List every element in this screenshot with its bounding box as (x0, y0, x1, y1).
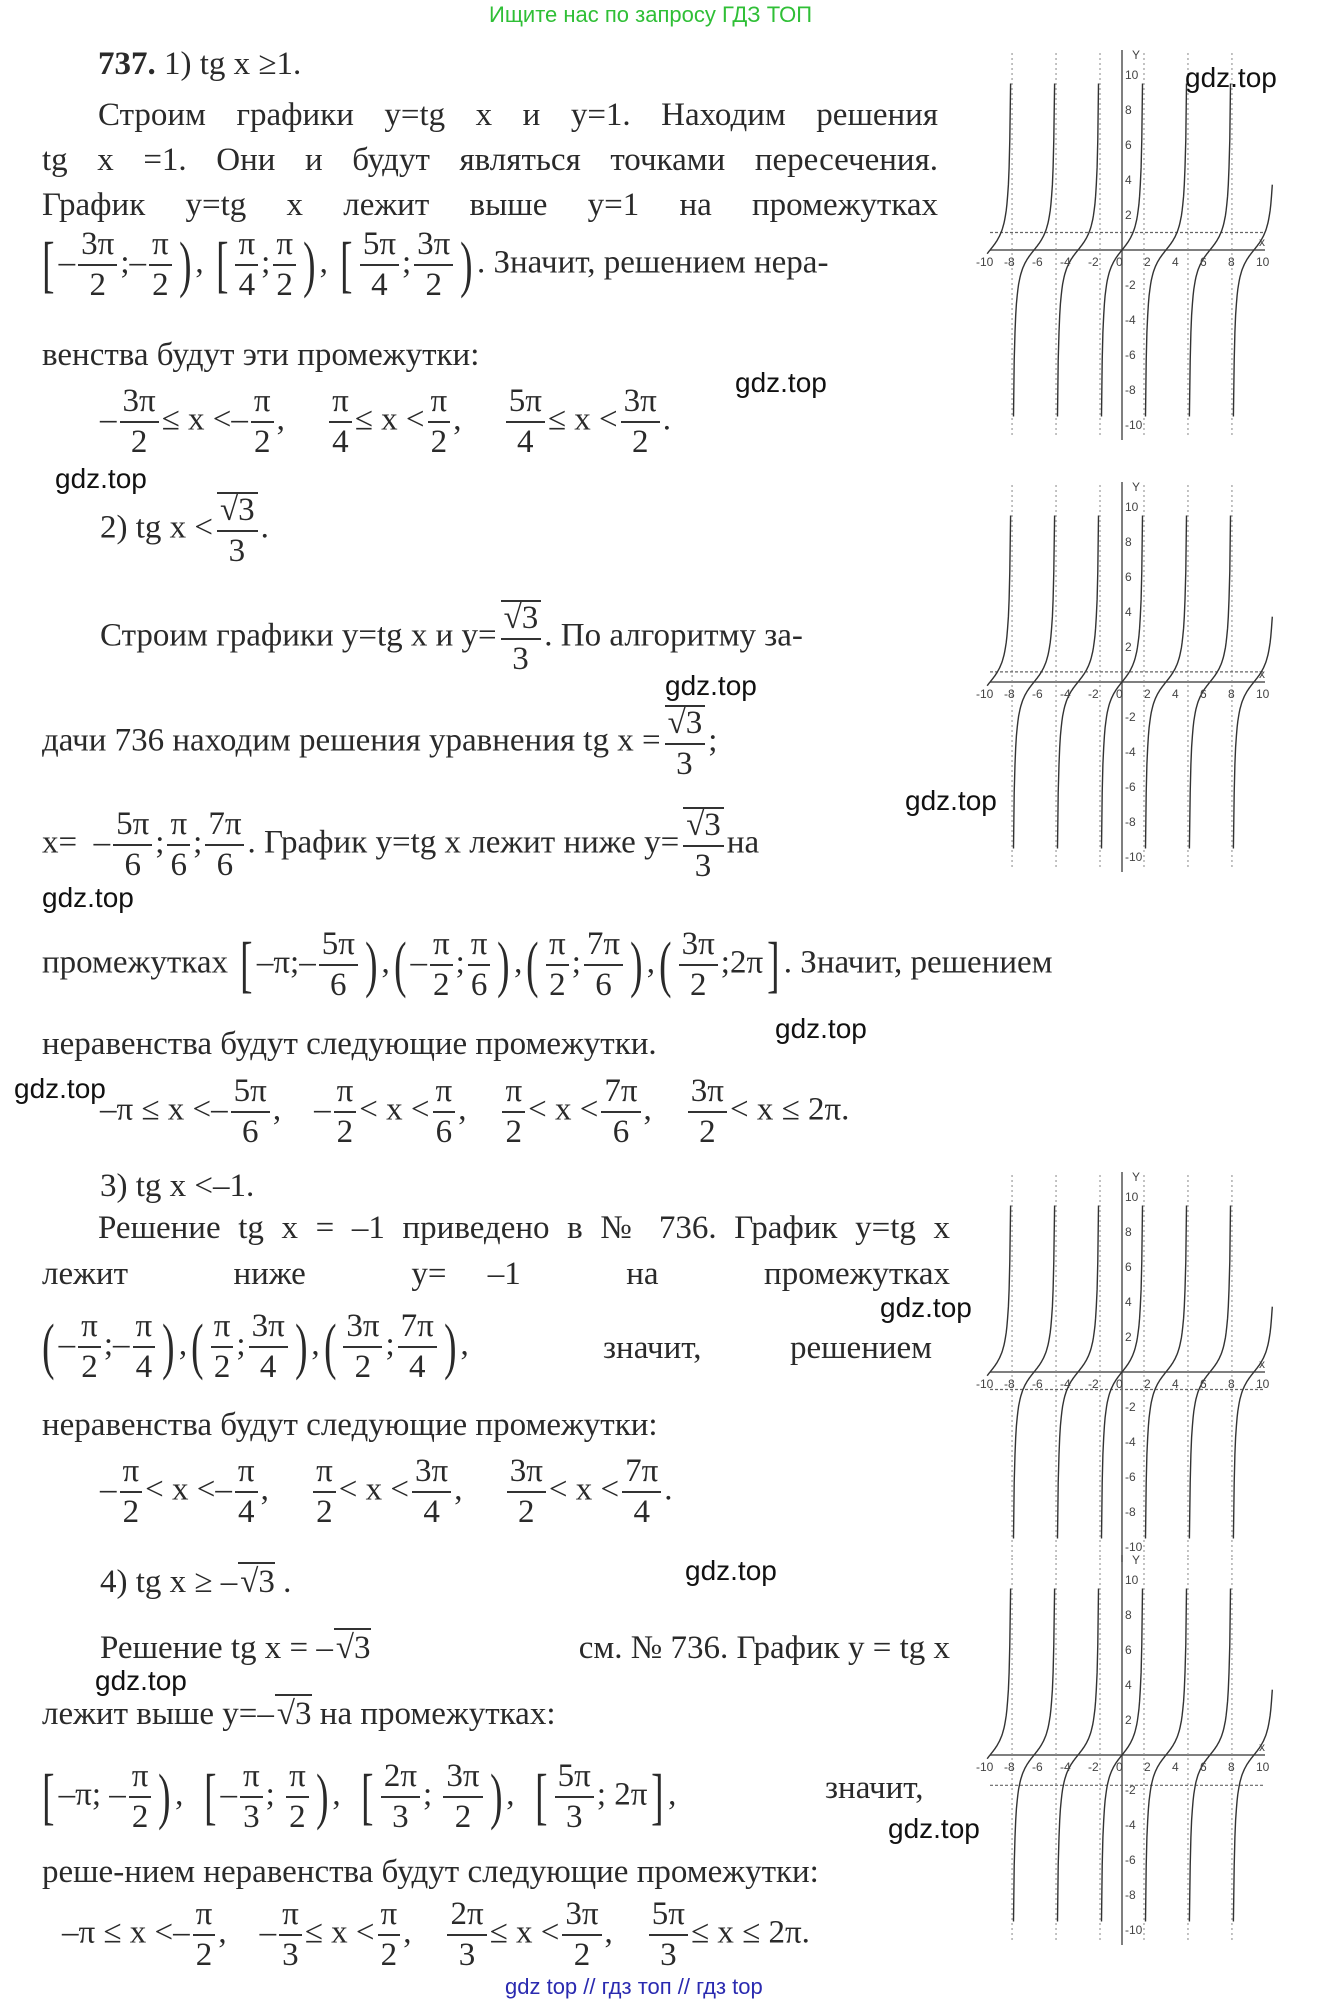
watermark: gdz.top (55, 463, 147, 494)
part2-intervals: промежутках [ –π;– $\frac{5\pi}{6}$ ) ,( – $\frac{\pi}{2}$ ; $\frac{\pi}{6}$ ) ,( $\frac{\pi}{2}$ ; $\frac{7\pi}{6}$ ) ,( $\frac{3\pi}{2}$ ;2π] . Значит, решением (42, 926, 1053, 1003)
y-axis-label: Y (1132, 480, 1141, 494)
footer-banner: gdz top // гдз топ // гдз top (505, 1974, 763, 1999)
x-axis-label: x (1259, 235, 1265, 249)
y-tick-label: -8 (1125, 815, 1136, 829)
x-tick-label: -8 (1004, 1760, 1015, 1774)
part1-intervals: [ – $\frac{3\pi}{2}$ ;– $\frac{\pi}{2}$ ) , [ $\frac{\pi}{4}$ ; $\frac{\pi}{2}$ ) , [ $\frac{5\pi}{4}$ ; $\frac{3\pi}{2}$ ) . Значит, решением нера- (42, 226, 829, 303)
x-tick-label: -10 (976, 1377, 994, 1391)
x-tick-label: 0 (1116, 687, 1123, 701)
part1-heading (98, 44, 301, 84)
graph-tg-ge-1 (976, 45, 1275, 445)
part2-answer: –π ≤ x <– $\frac{5\pi}{6}$ , – $\frac{\pi}{2}$ < x < $\frac{\pi}{6}$ , $\frac{\pi}{2}$ < x < $\frac{7\pi}{6}$ , $\frac{3\pi}{2}$ < x ≤ 2π. (100, 1073, 850, 1150)
tan-branch (987, 84, 1011, 254)
tan-branch (1233, 185, 1272, 417)
y-tick-label: 2 (1125, 1330, 1132, 1344)
y-tick-label: 8 (1125, 103, 1132, 117)
watermark: gdz.top (14, 1073, 106, 1104)
x-tick-label: 0 (1116, 255, 1123, 269)
y-axis-label: Y (1132, 48, 1141, 62)
watermark: gdz.top (95, 1665, 187, 1696)
y-tick-label: 4 (1125, 605, 1132, 619)
x-tick-label: 6 (1200, 1760, 1207, 1774)
x-axis-label: x (1259, 1740, 1265, 1754)
y-tick-label: 8 (1125, 1225, 1132, 1239)
part2-line1: Строим графики y=tg x и y= $\frac{√3}{3}$ . По алгоритму за- (100, 600, 803, 677)
x-tick-label: 10 (1256, 1377, 1270, 1391)
graph-tg-ge-minus-sqrt3 (976, 1550, 1275, 1950)
x-tick-label: -6 (1032, 687, 1043, 701)
tan-branch (1233, 1307, 1272, 1539)
x-tick-label: 6 (1200, 1377, 1207, 1391)
x-tick-label: 8 (1228, 1760, 1235, 1774)
x-tick-label: -4 (1060, 1760, 1071, 1774)
x-tick-label: 2 (1144, 1760, 1151, 1774)
y-tick-label: -10 (1125, 850, 1143, 864)
part1-line2: tg x =1. Они и будут являться точками пересечения. (42, 142, 938, 178)
x-tick-label: 4 (1172, 1760, 1179, 1774)
part2-line2: дачи 736 находим решения уравнения tg x = $\frac{√3}{3}$ ; (42, 705, 718, 782)
y-tick-label: -6 (1125, 1470, 1136, 1484)
part2-heading: 2) tg x < $\frac{√3}{3}$ . (100, 492, 269, 569)
y-tick-label: 6 (1125, 1643, 1132, 1657)
y-tick-label: -8 (1125, 1888, 1136, 1902)
part1-label: 1) tg x ≥1. (164, 46, 302, 82)
tan-branch (1233, 1690, 1272, 1922)
y-tick-label: 6 (1125, 570, 1132, 584)
y-tick-label: -6 (1125, 780, 1136, 794)
watermark: gdz.top (1185, 62, 1277, 93)
x-tick-label: 2 (1144, 687, 1151, 701)
x-tick-label: -4 (1060, 255, 1071, 269)
y-tick-label: -6 (1125, 348, 1136, 362)
y-tick-label: -8 (1125, 1505, 1136, 1519)
part3-line4: неравенства будут следующие промежутки: (42, 1407, 658, 1443)
x-tick-label: 6 (1200, 687, 1207, 701)
tan-branch (987, 1206, 1011, 1376)
header-banner: Ищите нас по запросу ГДЗ ТОП (489, 2, 813, 27)
x-tick-label: 4 (1172, 687, 1179, 701)
x-tick-label: 10 (1256, 687, 1270, 701)
part2-line3: x= – $\frac{5\pi}{6}$ ; $\frac{\pi}{6}$ ; $\frac{7\pi}{6}$ . График y=tg x лежит ниже y= $\frac{√3}{3}$ на (42, 806, 760, 884)
x-axis-label: x (1259, 1357, 1265, 1371)
x-tick-label: 0 (1116, 1377, 1123, 1391)
x-tick-label: 6 (1200, 255, 1207, 269)
y-tick-label: 10 (1125, 68, 1139, 82)
x-axis-label: x (1259, 667, 1265, 681)
y-tick-label: -8 (1125, 383, 1136, 397)
part3-intervals: ( – $\frac{\pi}{2}$ ;– $\frac{\pi}{4}$ ) ,( $\frac{\pi}{2}$ ; $\frac{3\pi}{4}$ ) ,( $\frac{3\pi}{2}$ ; $\frac{7\pi}{4}$ ) , значит, решением (42, 1308, 933, 1385)
x-tick-label: -6 (1032, 1377, 1043, 1391)
graph-tg-lt-minus1 (976, 1167, 1275, 1567)
y-axis-label: Y (1132, 1553, 1141, 1567)
x-tick-label: 10 (1256, 255, 1270, 269)
watermark: gdz.top (665, 670, 757, 701)
watermark: gdz.top (735, 367, 827, 398)
x-tick-label: -10 (976, 1760, 994, 1774)
watermark: gdz.top (685, 1555, 777, 1586)
graph-tg-lt-sqrt3-3 (976, 477, 1275, 877)
part4-heading: 4) tg x ≥ –√3 . (100, 1564, 292, 1600)
x-tick-label: 8 (1228, 1377, 1235, 1391)
problem-number: 737. (98, 46, 156, 82)
watermark: gdz.top (42, 882, 134, 913)
y-tick-label: -4 (1125, 745, 1136, 759)
y-tick-label: 2 (1125, 640, 1132, 654)
part4-line1: Решение tg x = –√3 см. № 736. График y = tg x (100, 1630, 950, 1666)
part2-line5: неравенства будут следующие промежутки. (42, 1026, 657, 1062)
part3-line1: Решение tg x = –1 приведено в № 736. График y=tg x (98, 1210, 950, 1246)
y-tick-label: -2 (1125, 278, 1136, 292)
tan-branch (987, 516, 1011, 686)
x-tick-label: -10 (976, 687, 994, 701)
y-tick-label: -10 (1125, 1540, 1143, 1554)
x-tick-label: -8 (1004, 1377, 1015, 1391)
part1-line4-tail: . Значит, решением нера- (476, 244, 829, 281)
part4-line3-tail: значит, (825, 1770, 924, 1806)
part4-line2: лежит выше y=–√3 на промежутках: (42, 1696, 556, 1732)
y-tick-label: -10 (1125, 418, 1143, 432)
x-tick-label: 2 (1144, 1377, 1151, 1391)
y-tick-label: 4 (1125, 1295, 1132, 1309)
part1-line5: венства будут эти промежутки: (42, 337, 480, 373)
y-tick-label: -6 (1125, 1853, 1136, 1867)
x-tick-label: 10 (1256, 1760, 1270, 1774)
part1-line1: Строим графики y=tg x и y=1. Находим решения (98, 97, 938, 133)
x-tick-label: 0 (1116, 1760, 1123, 1774)
part3-answer: – $\frac{\pi}{2}$ < x <– $\frac{\pi}{4}$ , $\frac{\pi}{2}$ < x < $\frac{3\pi}{4}$ , $\frac{3\pi}{2}$ < x < $\frac{7\pi}{4}$ . (100, 1453, 673, 1530)
watermark: gdz.top (905, 785, 997, 816)
x-tick-label: -6 (1032, 1760, 1043, 1774)
part1-answer: – $\frac{3\pi}{2}$ ≤ x <– $\frac{\pi}{2}$ , $\frac{\pi}{4}$ ≤ x < $\frac{\pi}{2}$ , $\frac{5\pi}{4}$ ≤ x < $\frac{3\pi}{2}$ . (100, 383, 672, 460)
part4-line4: реше-нием неравенства будут следующие промежутки: (42, 1854, 819, 1890)
x-tick-label: 2 (1144, 255, 1151, 269)
y-tick-label: 2 (1125, 208, 1132, 222)
x-tick-label: -4 (1060, 1377, 1071, 1391)
x-tick-label: -8 (1004, 687, 1015, 701)
y-tick-label: -4 (1125, 1818, 1136, 1832)
watermark: gdz.top (775, 1013, 867, 1044)
y-axis-label: Y (1132, 1170, 1141, 1184)
part1-line3: График y=tg x лежит выше y=1 на промежутках (42, 187, 938, 223)
y-tick-label: -10 (1125, 1923, 1143, 1937)
x-tick-label: -8 (1004, 255, 1015, 269)
y-tick-label: -2 (1125, 710, 1136, 724)
part4-answer: –π ≤ x <– $\frac{\pi}{2}$ , – $\frac{\pi}{3}$ ≤ x < $\frac{\pi}{2}$ , $\frac{2\pi}{3}$ ≤ x < $\frac{3\pi}{2}$ , $\frac{5\pi}{3}$ ≤ x ≤ 2π. (62, 1896, 810, 1973)
part4-intervals: [ –π; – $\frac{\pi}{2}$ ) , [ – $\frac{\pi}{3}$ ; $\frac{\pi}{2}$ ) , [ $\frac{2\pi}{3}$ ; $\frac{3\pi}{2}$ ) , [ $\frac{5\pi}{3}$ ; 2π] , (42, 1758, 677, 1835)
x-tick-label: -2 (1088, 1377, 1099, 1391)
x-tick-label: -2 (1088, 255, 1099, 269)
tan-branch (987, 1589, 1011, 1759)
y-tick-label: 10 (1125, 500, 1139, 514)
x-tick-label: -6 (1032, 255, 1043, 269)
y-tick-label: -4 (1125, 1435, 1136, 1449)
y-tick-label: -2 (1125, 1783, 1136, 1797)
y-tick-label: 8 (1125, 535, 1132, 549)
x-tick-label: 8 (1228, 255, 1235, 269)
y-tick-label: 2 (1125, 1713, 1132, 1727)
watermark: gdz.top (888, 1813, 980, 1844)
y-tick-label: -2 (1125, 1400, 1136, 1414)
x-tick-label: -10 (976, 255, 994, 269)
x-tick-label: 4 (1172, 1377, 1179, 1391)
y-tick-label: 10 (1125, 1190, 1139, 1204)
x-tick-label: -4 (1060, 687, 1071, 701)
y-tick-label: -4 (1125, 313, 1136, 327)
x-tick-label: 4 (1172, 255, 1179, 269)
y-tick-label: 4 (1125, 1678, 1132, 1692)
x-tick-label: -2 (1088, 1760, 1099, 1774)
part3-line2: лежит ниже y= –1 на промежутках (42, 1256, 950, 1292)
y-tick-label: 10 (1125, 1573, 1139, 1587)
tan-branch (1233, 617, 1272, 849)
x-tick-label: 8 (1228, 687, 1235, 701)
y-tick-label: 4 (1125, 173, 1132, 187)
bracket: [ (42, 231, 55, 299)
y-tick-label: 8 (1125, 1608, 1132, 1622)
y-tick-label: 6 (1125, 1260, 1132, 1274)
x-tick-label: -2 (1088, 687, 1099, 701)
y-tick-label: 6 (1125, 138, 1132, 152)
watermark: gdz.top (880, 1292, 972, 1323)
part3-heading: 3) tg x <–1. (100, 1168, 255, 1204)
